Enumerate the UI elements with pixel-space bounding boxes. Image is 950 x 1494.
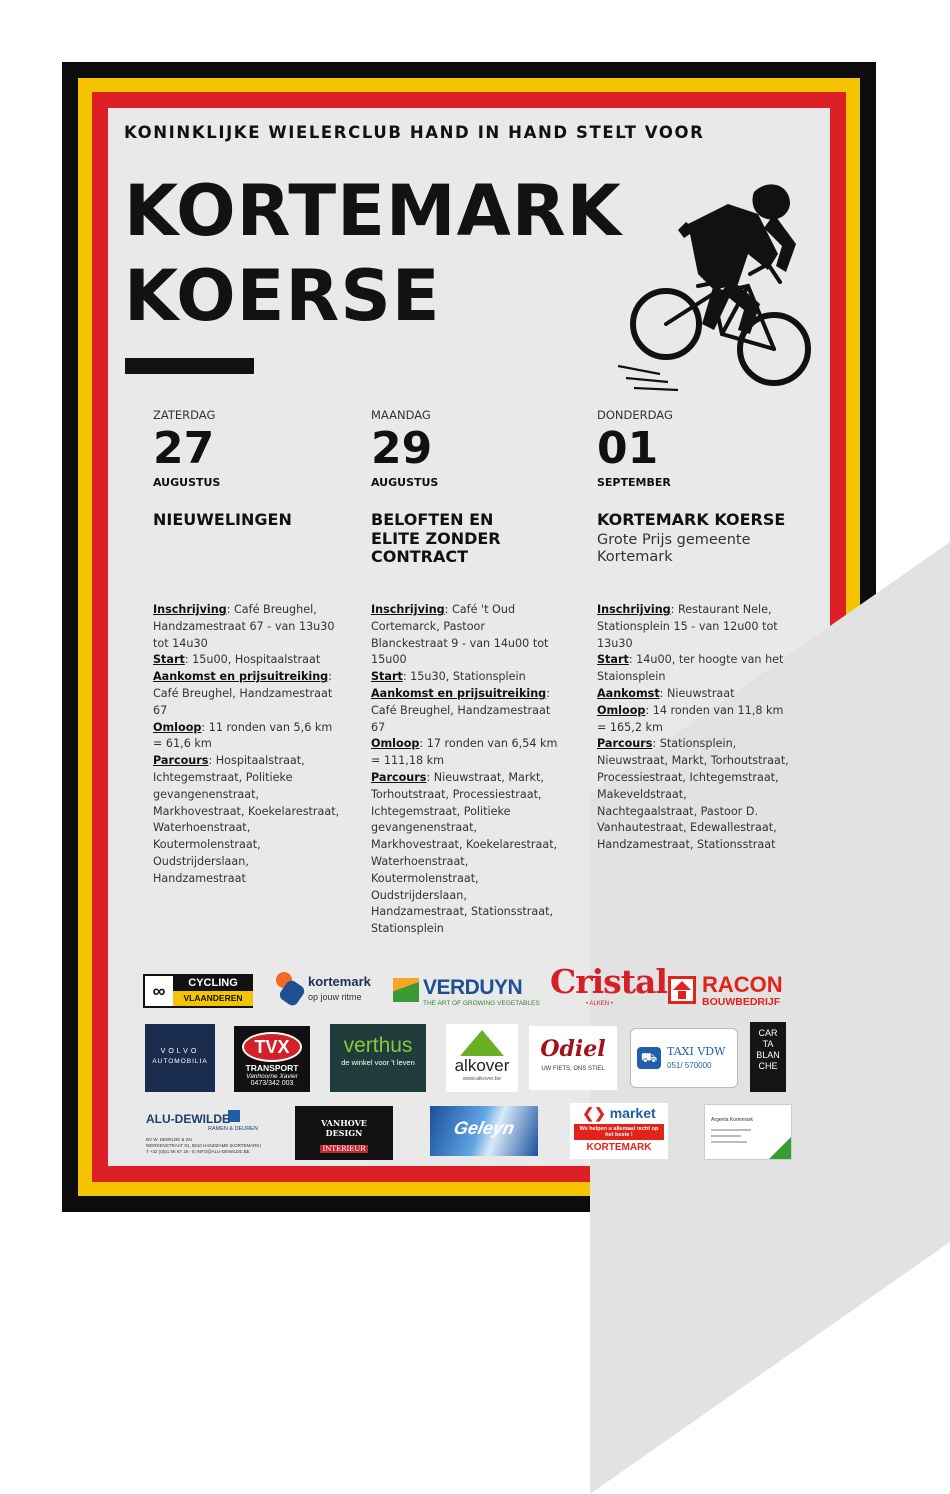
inschrijving-label: Inschrijving [597, 603, 671, 616]
sponsor-text: VERDUYN [423, 976, 523, 999]
race-subtitle: Grote Prijs gemeente Kortemark [597, 531, 751, 565]
sponsor-text: Argenta Kortemark [711, 1117, 753, 1123]
poster-title-line2: KOERSE [124, 255, 441, 337]
omloop-label: Omloop [597, 703, 646, 717]
sponsor-cycling-vlaanderen [143, 974, 253, 1008]
sponsor-text: INTERIEUR [320, 1145, 369, 1153]
sponsor-text: verthus [343, 1034, 413, 1057]
sponsor-text: Vanhoorne Xavier [246, 1073, 298, 1080]
aankomst-label: Aankomst en prijsuitreiking [153, 670, 329, 684]
sponsor-text: CYCLING [173, 976, 253, 991]
aankomst-text: : Café Breughel, Handzamestraat 67 [371, 686, 551, 734]
sponsor-verduyn [393, 976, 540, 1008]
sponsor-alu-dewilde [146, 1108, 262, 1158]
start-text: : 15u00, Hospitaalstraat [184, 653, 321, 667]
kortemark-emblem-icon [274, 972, 302, 1006]
sponsor-text: • ALKEN • [586, 1001, 613, 1007]
field-icon [393, 978, 419, 1002]
race-details-2 [371, 602, 563, 938]
sponsor-alkover [446, 1024, 518, 1092]
race-name: KORTEMARK KOERSE [597, 510, 786, 530]
sponsor-text: TAXI VDW [667, 1045, 726, 1058]
sponsor-team-logo [430, 1106, 538, 1156]
sponsor-text: Odiel [540, 1036, 606, 1062]
sponsor-text: AUTOMOBILIA [152, 1058, 208, 1065]
sponsor-text: Geleyn [451, 1118, 517, 1138]
poster-title-line1: KORTEMARK [124, 170, 622, 252]
sponsor-business-card [704, 1104, 792, 1160]
sponsor-text: DESIGN [325, 1128, 363, 1138]
parcours-text: : Hospitaalstraat, Ichtegemstraat, Politieke gevangenenstraat, Markhovestraat, Koekelarestraat, Waterhoenstraat, Koutermolenstraat, Oudstrijderslaan, Handzamestraat [153, 754, 340, 885]
sponsor-kortemark [274, 968, 384, 1012]
sponsor-verthus [330, 1024, 426, 1092]
title-underline-bar [125, 358, 254, 374]
parcours-text: : Stationsplein, Nieuwstraat, Markt, Torhoutstraat, Processiestraat, Ichtegemstraat, Makeveldstraat, Nachtegaalstraat, Pastoor D. Vanhautestraat, Edewallestraat, Handzamestraat, Stationsstraat [597, 737, 789, 852]
race-column-2 [371, 408, 571, 566]
sponsor-text: VLAANDEREN [173, 991, 253, 1006]
start-label: Start [597, 653, 629, 667]
sponsor-carrefour-market [570, 1103, 668, 1159]
race-date: 01 [597, 423, 659, 474]
poster [108, 108, 830, 1166]
sponsor-text: www.alkover.be [462, 1076, 502, 1082]
sponsor-text: BLAN [756, 1050, 780, 1060]
sponsor-text: CAR [758, 1028, 778, 1038]
sponsor-text: Cristal [550, 962, 667, 1001]
sponsor-taxi-vdw [630, 1028, 738, 1088]
sponsor-text: kortemark [308, 974, 371, 989]
sponsor-carta-blanche [750, 1022, 786, 1092]
race-month: SEPTEMBER [597, 476, 671, 490]
sponsor-text: ALU-DEWILDE [146, 1112, 230, 1126]
sponsor-text: RACON [702, 972, 783, 997]
sponsor-racon [668, 970, 794, 1010]
roof-icon [460, 1030, 504, 1056]
aankomst-label: Aankomst [597, 686, 660, 700]
race-month: AUGUSTUS [371, 476, 439, 490]
sponsor-text: VOLVO [160, 1048, 200, 1055]
sponsor-text: RAMEN & DEUREN [208, 1126, 258, 1132]
inschrijving-text: : Café 't Oud Cortemarck, Pastoor Blanckestraat 9 - van 14u00 tot 15u00 [371, 603, 549, 667]
presenter-line: KONINKLIJKE WIELERCLUB HAND IN HAND STELT VOOR [124, 123, 705, 142]
sponsor-text: CHE [758, 1061, 778, 1071]
aankomst-label: Aankomst en prijsuitreiking [371, 686, 547, 700]
cyclist-illustration [618, 174, 818, 394]
sponsor-text: de winkel voor 't leven [341, 1058, 415, 1067]
sponsor-text: TA [762, 1039, 774, 1049]
omloop-label: Omloop [153, 720, 202, 734]
race-date: 27 [153, 423, 215, 474]
sponsor-text: THE ART OF GROWING VEGETABLES [423, 1000, 540, 1007]
omloop-text: : 11 ronden van 5,6 km = 61,6 km [153, 720, 333, 751]
sponsor-text: WERKENSTRAAT 81, 8610 HANDZAME (KORTEMARK) [146, 1143, 262, 1148]
aankomst-text: : Café Breughel, Handzamestraat 67 [153, 670, 333, 717]
race-name: BELOFTEN EN ELITE ZONDER CONTRACT [371, 510, 501, 566]
inschrijving-text: : Restaurant Nele, Stationsplein 15 - van 12u00 tot 13u30 [597, 603, 778, 650]
race-day: DONDERDAG [597, 408, 673, 422]
sponsor-tvx [234, 1026, 310, 1092]
inschrijving-text: : Café Breughel, Handzamestraat 67 - van 13u30 tot 14u30 [153, 603, 335, 650]
inschrijving-label: Inschrijving [371, 603, 445, 616]
sponsor-odiel [529, 1026, 617, 1090]
sponsor-text: 051/ 570000 [667, 1061, 712, 1070]
race-column-3 [597, 408, 797, 566]
sponsor-text: market [609, 1105, 656, 1121]
sponsor-text: UW FIETS, ONS STIEL [541, 1066, 605, 1072]
infinity-icon: ∞ [145, 976, 173, 1006]
omloop-text: : 17 ronden van 6,54 km = 111,18 km [371, 737, 558, 768]
house-icon [668, 976, 696, 1004]
sponsor-text: op jouw ritme [308, 992, 362, 1002]
parcours-label: Parcours [371, 770, 427, 784]
inschrijving-label: Inschrijving [153, 603, 227, 616]
parcours-text: : Nieuwstraat, Markt, Torhoutstraat, Processiestraat, Ichtegemstraat, Politieke gevangenenstraat, Markhovestraat, Koekelarestraat, Waterhoenstraat, Koutermolenstraat, Oudstrijderslaan, Handzamestraat, Stationsstraat, Stationsplein [371, 770, 558, 936]
sponsor-text: We helpen u allemaal recht op het beste ! [574, 1124, 664, 1140]
sponsor-text: BOUWBEDRIJF [702, 996, 781, 1008]
start-label: Start [371, 670, 403, 684]
sponsor-text: 0473/342 003 [250, 1080, 294, 1087]
sponsor-text: T +32 (0)51 56 67 18 - E INFO@ALU-DEWILDE.BE [146, 1149, 250, 1154]
race-day: ZATERDAG [153, 408, 216, 422]
aankomst-text: : Nieuwstraat [659, 686, 735, 700]
race-day: MAANDAG [371, 408, 431, 422]
sponsor-text: alkover [454, 1056, 510, 1075]
sponsor-vanhove-design [295, 1106, 393, 1160]
start-text: : 14u00, ter hoogte van het Staionsplein [597, 653, 784, 684]
parcours-label: Parcours [153, 754, 209, 768]
omloop-text: : 14 ronden van 11,8 km = 165,2 km [597, 703, 784, 734]
sponsor-cristal [548, 962, 667, 1012]
race-date: 29 [371, 423, 433, 474]
start-label: Start [153, 653, 185, 667]
sponsor-text: KORTEMARK [586, 1142, 652, 1153]
sponsor-text: TRANSPORT [245, 1063, 299, 1073]
race-name: NIEUWELINGEN [153, 510, 292, 530]
race-column-1 [153, 408, 353, 530]
parcours-label: Parcours [597, 737, 653, 751]
sponsor-text: TVX [242, 1032, 302, 1062]
race-details-3 [597, 602, 789, 854]
race-details-1 [153, 602, 345, 888]
race-month: AUGUSTUS [153, 476, 221, 490]
omloop-label: Omloop [371, 737, 420, 751]
car-icon: ⛟ [637, 1047, 661, 1069]
sponsor-text [570, 1105, 668, 1122]
carrefour-icon: ❮❯ [582, 1105, 606, 1121]
sponsor-text: BV W. DEWILDE & ZN [146, 1137, 192, 1142]
sponsor-text: VANHOVE [321, 1118, 367, 1128]
sponsor-volvo [145, 1024, 215, 1092]
start-text: : 15u30, Stationsplein [402, 670, 526, 684]
